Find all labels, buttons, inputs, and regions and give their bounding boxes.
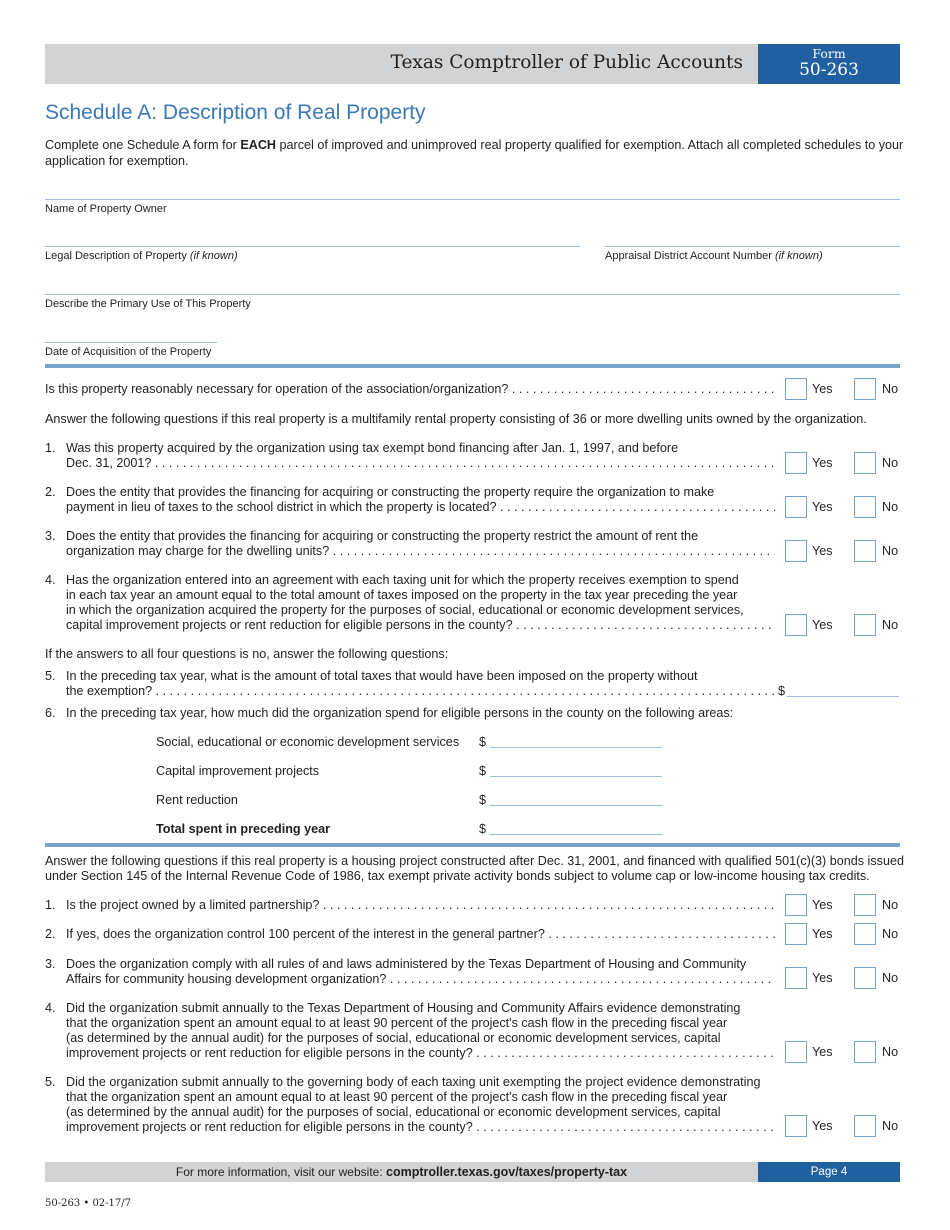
question-6: 6. In the preceding tax year, how much did the organization spend for eligible persons in the county on the following areas: [45, 706, 734, 720]
mf-question-3: 3. Does the entity that provides the financing for acquiring or constructing the property restrict the amount of rent the organization may charge for the dwelling units? . . . [45, 529, 775, 559]
h-q3-yes-no: Yes No [785, 967, 903, 989]
form-number: 50-263 [799, 60, 859, 80]
h-q1-yes-no: Yes No [785, 894, 903, 916]
section-divider [45, 364, 900, 368]
housing-question-1: 1. Is the project owned by a limited partnership? . . . [45, 898, 775, 913]
acquisition-date-field[interactable] [45, 342, 217, 343]
appraisal-account-field[interactable] [605, 246, 900, 247]
necessary-yes-no [785, 378, 903, 400]
mf-q2-yes-no: Yes No [785, 496, 903, 518]
legal-description-field[interactable] [45, 246, 580, 247]
website-link[interactable]: comptroller.texas.gov/taxes/property-tax [386, 1165, 628, 1179]
spend-rent-field[interactable] [490, 805, 662, 806]
form-code: 50-263 • 02-17/7 [45, 1198, 132, 1209]
necessary-no-checkbox[interactable] [854, 378, 876, 400]
spend-rent-dollar: $ [479, 793, 487, 807]
mf-q3-yes-checkbox[interactable] [785, 540, 807, 562]
spend-rent-label: Rent reduction [156, 793, 238, 807]
no-label: No [882, 382, 899, 396]
necessary-yes-checkbox[interactable] [785, 378, 807, 400]
h-q2-no-checkbox[interactable] [854, 923, 876, 945]
mf-question-1: 1. Was this property acquired by the organization using tax exempt bond financing after Jan. 1, 1997, and before Dec. 31, 2001? . . . [45, 441, 775, 471]
h-q4-yes-checkbox[interactable] [785, 1041, 807, 1063]
if-no-instruction: If the answers to all four questions is no, answer the following questions: [45, 647, 449, 661]
yes-label: Yes [812, 382, 833, 396]
h-q5-yes-checkbox[interactable] [785, 1115, 807, 1137]
housing-question-4: 4. Did the organization submit annually to the Texas Department of Housing and Community Affairs evidence demonstrating that the organization spent an amount equal to at least 90 percent of the project's cash flow in the preceding fiscal year (as determined by the annual audit) for the purposes of social, educational or economic development services, capital improvement projects or rent reduction for eligible persons in the county? . . . [45, 1001, 775, 1061]
primary-use-field[interactable] [45, 294, 900, 295]
mf-q4-yes-no: Yes No [785, 614, 903, 636]
spend-social-field[interactable] [490, 747, 662, 748]
h-q4-yes-no: Yes No [785, 1041, 903, 1063]
mf-q1-no-checkbox[interactable] [854, 452, 876, 474]
mf-q4-yes-checkbox[interactable] [785, 614, 807, 636]
mf-q3-no-checkbox[interactable] [854, 540, 876, 562]
necessary-question: Is this property reasonably necessary for operation of the association/organization? . . . [45, 382, 775, 397]
spend-total-dollar: $ [479, 822, 487, 836]
mf-q3-yes-no: Yes No [785, 540, 903, 562]
mf-q4-no-checkbox[interactable] [854, 614, 876, 636]
housing-intro: Answer the following questions if this real property is a housing project constructed after Dec. 31, 2001, and financed with qualified 501(c)(3) bonds issued under Section 145 of the Internal Revenue Code of 1986, tax exempt private activity bonds subject to volume cap or low-income housing tax credits. [45, 854, 904, 883]
h-q3-yes-checkbox[interactable] [785, 967, 807, 989]
mf-question-2: 2. Does the entity that provides the financing for acquiring or constructing the property require the organization to make payment in lieu of taxes to the school district in which the property is located? . . . [45, 485, 775, 515]
question-5: 5. In the preceding tax year, what is the amount of total taxes that would have been imposed on the property without the exemption? . . . [45, 669, 775, 699]
appraisal-account-label: Appraisal District Account Number (if known) [605, 250, 823, 262]
q5-dollar-sign: $ [778, 684, 786, 698]
spend-social-label: Social, educational or economic development services [156, 735, 460, 749]
h-q1-no-checkbox[interactable] [854, 894, 876, 916]
multifamily-intro: Answer the following questions if this real property is a multifamily rental property consisting of 36 or more dwelling units owned by the organization. [45, 412, 867, 426]
legal-description-label: Legal Description of Property (if known) [45, 250, 238, 262]
footer-info: For more information, visit our website: comptroller.texas.gov/taxes/property-tax [45, 1162, 758, 1182]
intro-text: Complete one Schedule A form for EACH parcel of improved and unimproved real property qualified for exemption. Attach all completed schedules to your application for exemption. [45, 138, 904, 168]
primary-use-label: Describe the Primary Use of This Property [45, 298, 251, 310]
owner-name-label: Name of Property Owner [45, 203, 167, 215]
h-q2-yes-no: Yes No [785, 923, 903, 945]
acquisition-date-label: Date of Acquisition of the Property [45, 346, 212, 358]
form-label: Form [812, 46, 846, 61]
mf-q2-yes-checkbox[interactable] [785, 496, 807, 518]
mf-q1-yes-no: Yes No [785, 452, 903, 474]
agency-title: Texas Comptroller of Public Accounts [390, 52, 743, 73]
spend-total-field[interactable] [490, 834, 662, 835]
spend-capital-label: Capital improvement projects [156, 764, 320, 778]
mf-question-4: 4. Has the organization entered into an agreement with each taxing unit for which the property receives exemption to spend in each tax year an amount equal to the total amount of taxes imposed on the property in the tax year preceding the year in which the organization acquired the property for the purposes of social, educational or economic development services, capital improvement projects or rent reduction for eligible persons in the county? . . . [45, 573, 775, 633]
page-number: Page 4 [758, 1162, 900, 1182]
mf-q1-yes-checkbox[interactable] [785, 452, 807, 474]
schedule-title: Schedule A: Description of Real Property [45, 101, 426, 124]
form-number-box [758, 44, 900, 84]
h-q5-no-checkbox[interactable] [854, 1115, 876, 1137]
housing-question-3: 3. Does the organization comply with all rules of and laws administered by the Texas Department of Housing and Community Affairs for community housing development organization? . . . [45, 957, 775, 987]
section-divider-2 [45, 843, 900, 847]
spend-capital-dollar: $ [479, 764, 487, 778]
h-q3-no-checkbox[interactable] [854, 967, 876, 989]
spend-capital-field[interactable] [490, 776, 662, 777]
owner-name-field[interactable] [45, 199, 900, 200]
spend-total-label: Total spent in preceding year [156, 822, 331, 836]
q5-amount-field[interactable] [787, 696, 899, 697]
h-q2-yes-checkbox[interactable] [785, 923, 807, 945]
spend-social-dollar: $ [479, 735, 487, 749]
h-q1-yes-checkbox[interactable] [785, 894, 807, 916]
mf-q2-no-checkbox[interactable] [854, 496, 876, 518]
housing-question-2: 2. If yes, does the organization control 100 percent of the interest in the general partner? . . . [45, 927, 775, 942]
h-q4-no-checkbox[interactable] [854, 1041, 876, 1063]
h-q5-yes-no: Yes No [785, 1115, 903, 1137]
housing-question-5: 5. Did the organization submit annually to the governing body of each taxing unit exempting the project evidence demonstrating that the organization spent an amount equal to at least 90 percent of the project's cash flow in the preceding fiscal year (as determined by the annual audit) for the purposes of social, educational or economic development services, capital improvement projects or rent reduction for eligible persons in the county? . . . [45, 1075, 775, 1135]
